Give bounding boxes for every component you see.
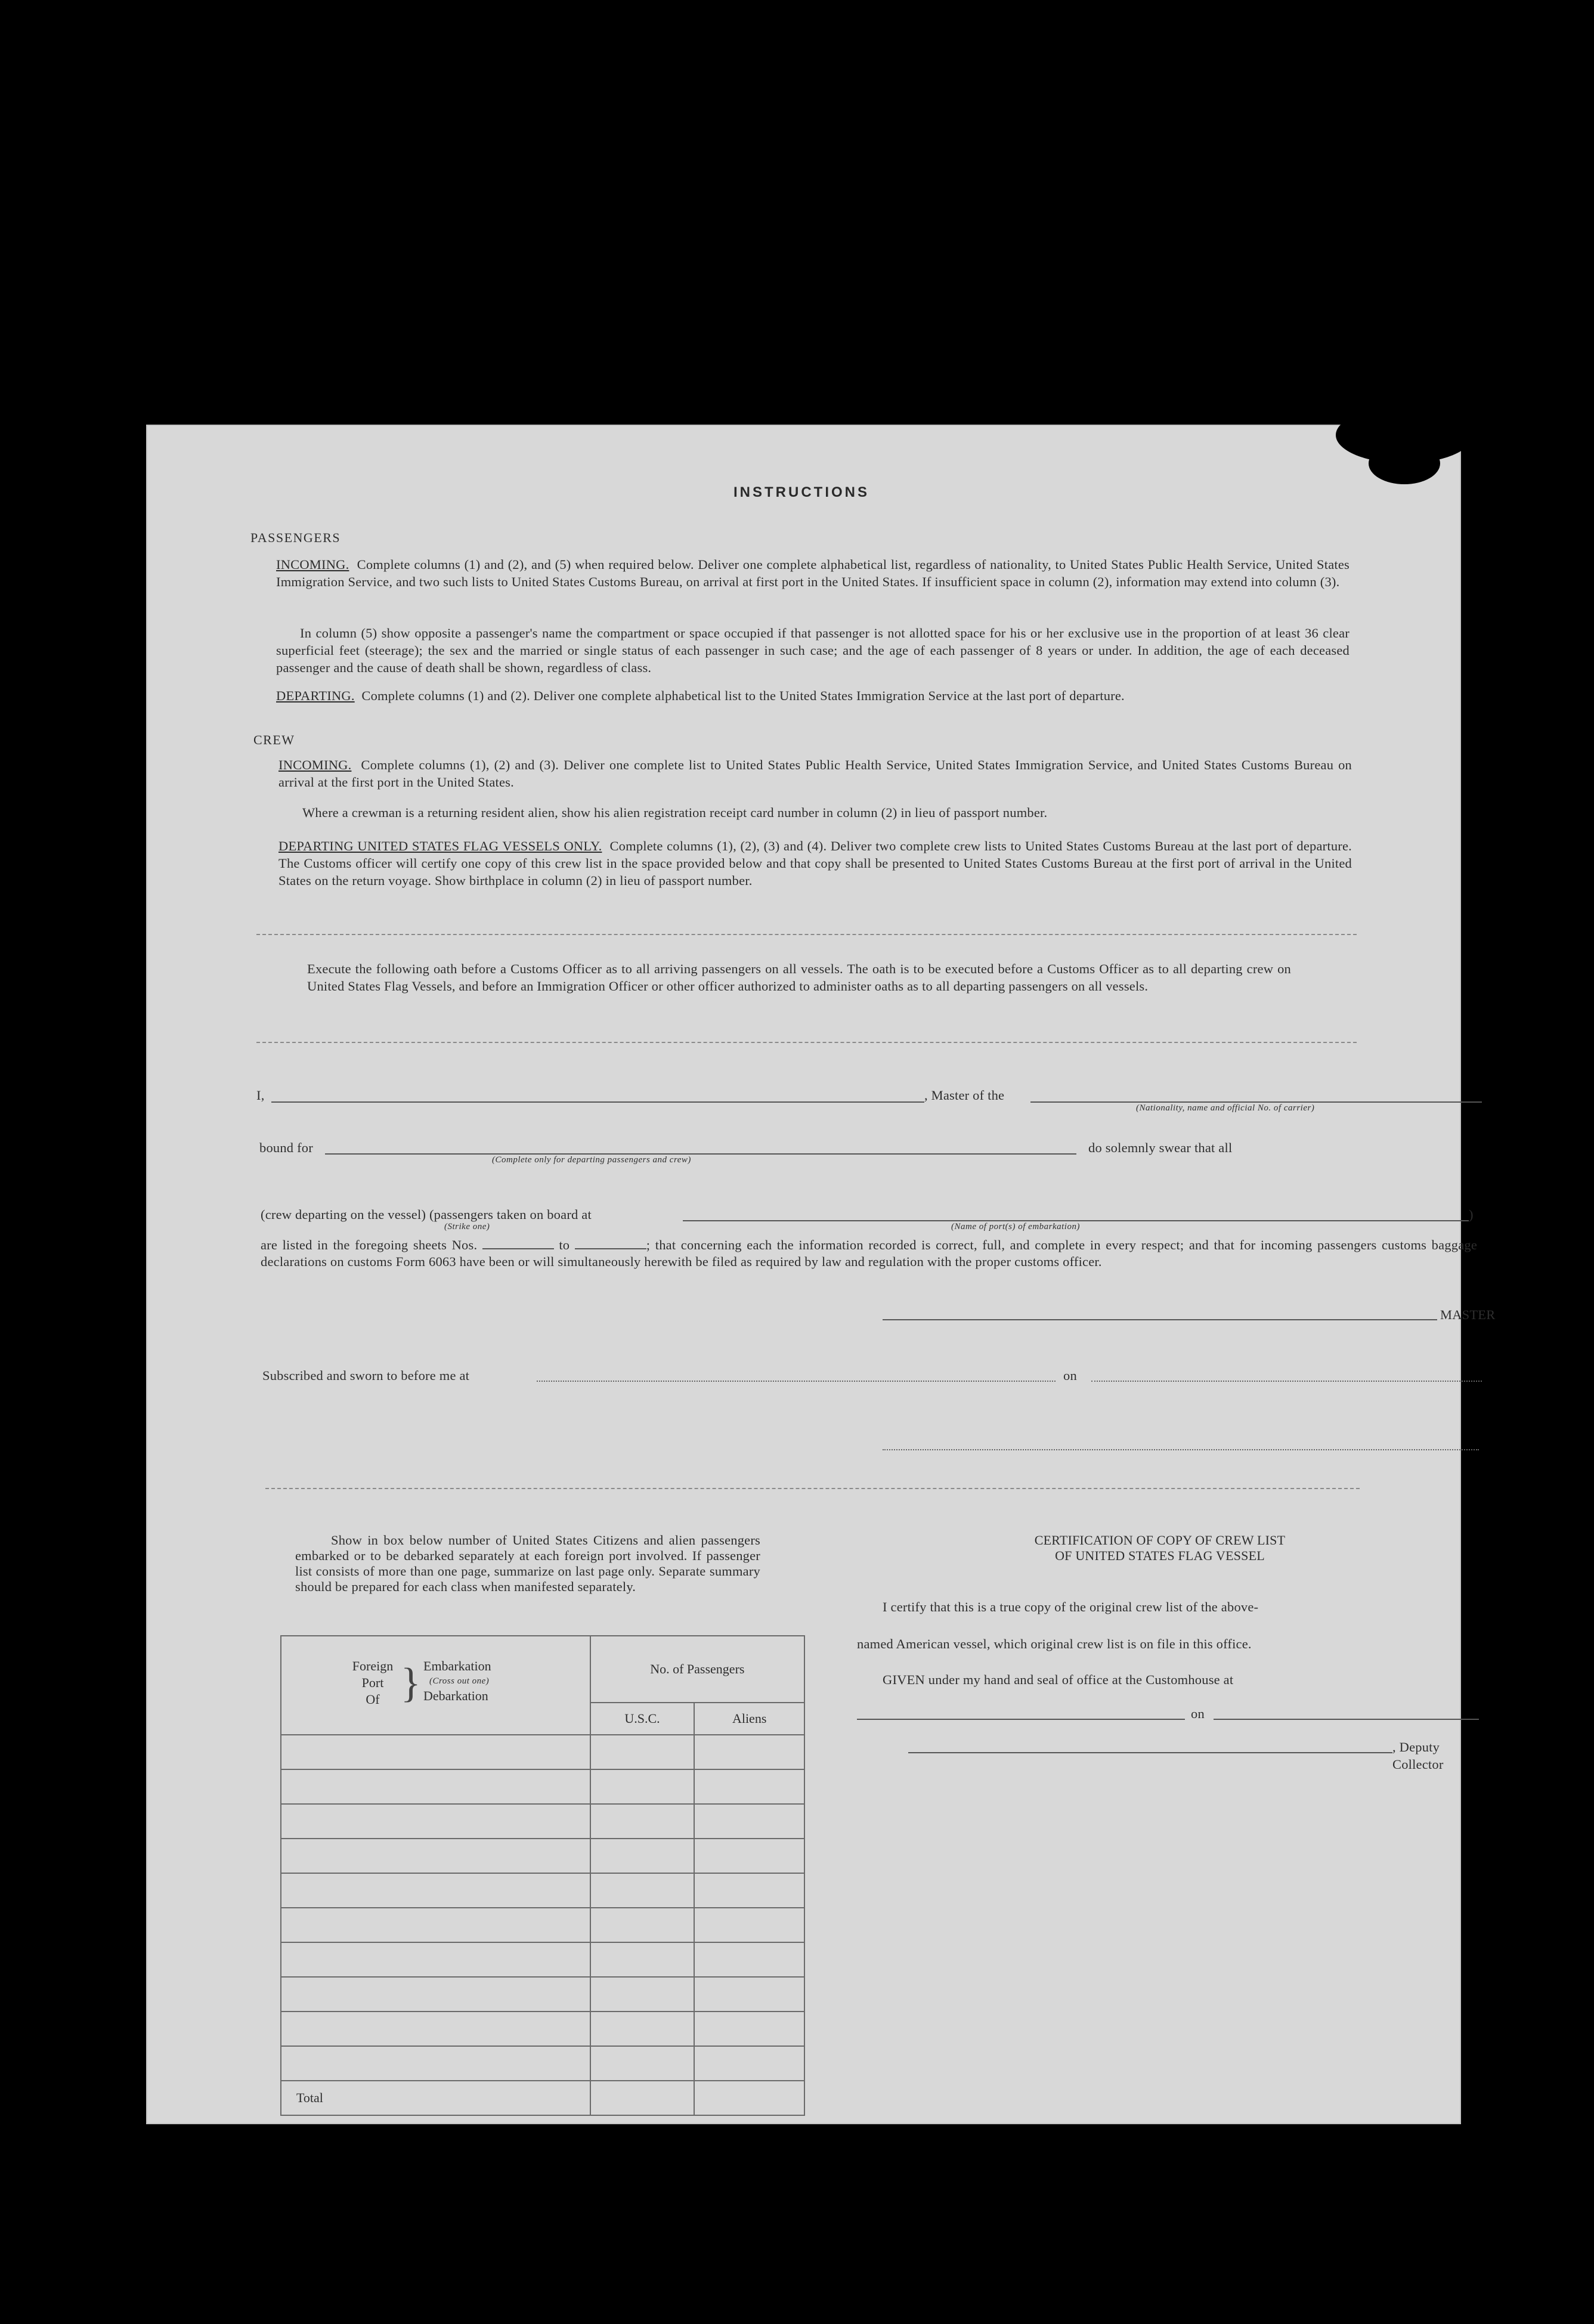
crew-incoming-label: INCOMING. [278, 757, 352, 772]
usc-cell[interactable] [590, 1908, 695, 1942]
master-name-field[interactable] [271, 1101, 924, 1103]
certification-title [933, 1533, 1386, 1564]
deputy-collector-label: , Deputy Collector [1392, 1740, 1444, 1772]
sheet-from-field[interactable] [482, 1248, 554, 1249]
port-embarkation-field[interactable] [683, 1220, 1469, 1221]
table-row [281, 1873, 804, 1908]
crew-departing [278, 837, 1352, 889]
usc-cell[interactable] [590, 1942, 695, 1977]
certification-line3: GIVEN under my hand and seal of office at the Customhouse at [883, 1672, 1234, 1687]
certification-on: on [1191, 1706, 1205, 1721]
total-aliens-cell[interactable] [694, 2081, 804, 2115]
passengers-column5-text: In column (5) show opposite a passenger's name the compartment or space occupied if that passenger is not allotted space for his or her exclusive use in the proportion of at least 36 clear superficial feet (steerage); the sex and the married or single status of each passenger in such case; and the age of each passenger of 8 years or under. In addition, the age of each deceased passenger and the cause of death shall be shown, regardless of class. [276, 626, 1350, 675]
aliens-cell[interactable] [694, 1942, 804, 1977]
oath-intro-text: Execute the following oath before a Customs Officer as to all arriving passengers on all vessels. The oath is to be executed before a Customs Officer as to all departing crew on United States Flag Vessels, and before an Immigration Officer or other officer authorized to administer oaths as to all departing passengers on all vessels. [307, 961, 1291, 994]
aliens-header: Aliens [694, 1703, 804, 1735]
usc-cell[interactable] [590, 1804, 695, 1839]
usc-cell[interactable] [590, 1839, 695, 1873]
certification-date-field[interactable] [1214, 1719, 1479, 1720]
usc-cell[interactable] [590, 1735, 695, 1769]
port-cell[interactable] [281, 1942, 590, 1977]
oath-listed [261, 1237, 1477, 1270]
port-cell[interactable] [281, 1873, 590, 1908]
port-header-cell [281, 1636, 590, 1735]
customhouse-field[interactable] [857, 1719, 1185, 1720]
passengers-incoming [276, 556, 1350, 590]
aliens-cell[interactable] [694, 1839, 804, 1873]
passengers-departing-label: DEPARTING. [276, 688, 355, 703]
carrier-field[interactable] [1030, 1101, 1482, 1103]
form-sheet [146, 425, 1496, 2124]
usc-cell[interactable] [590, 1769, 695, 1804]
port-cell[interactable] [281, 1804, 590, 1839]
bound-for-field[interactable] [325, 1153, 1076, 1155]
port-cell[interactable] [281, 1839, 590, 1873]
table-row [281, 1942, 804, 1977]
oath-intro [307, 960, 1291, 995]
master-signature-field[interactable] [883, 1319, 1437, 1320]
certification-line1: I certify that this is a true copy of the original crew list of the above- [883, 1599, 1259, 1614]
master-of-the: , Master of the [924, 1088, 1005, 1103]
deputy-signature-field[interactable] [908, 1752, 1392, 1753]
aliens-cell[interactable] [694, 2012, 804, 2046]
summary-table [280, 1635, 805, 2116]
usc-cell[interactable] [590, 2046, 695, 2081]
strike-one-note: (Strike one) [444, 1222, 490, 1231]
passengers-departing-text: Complete columns (1) and (2). Deliver one complete alphabetical list to the United States Immigration Service at the last port of departure. [361, 688, 1125, 703]
no-passengers-header: No. of Passengers [590, 1636, 804, 1703]
listed-text: are listed in the foregoing sheets Nos. [261, 1237, 478, 1252]
table-row [281, 1804, 804, 1839]
usc-header: U.S.C. [590, 1703, 695, 1735]
summary-instructions-text: Show in box below number of United States Citizens and alien passengers embarked or to be debarked separately at each foreign port involved. If passenger list consists of more than one page, summarize on last page only. Separate summary should be prepared for each class when manifested separately. [295, 1533, 760, 1594]
nationality-note: (Nationality, name and official No. of carrier) [1136, 1103, 1315, 1113]
page-title: INSTRUCTIONS [733, 484, 869, 500]
passengers-incoming-label: INCOMING. [276, 557, 349, 572]
port-cell[interactable] [281, 1769, 590, 1804]
embarkation-label: Embarkation [423, 1658, 491, 1673]
torn-corner-chip [1369, 442, 1440, 484]
passengers-incoming-text: Complete columns (1) and (2), and (5) when required below. Deliver one complete alphabetical list, regardless of nationality, to United States Public Health Service, United States Immigration Service, and two such lists to United States Customs Bureau, on arrival at first port in the United States. If insufficient space in column (2), information may extend into column (3). [276, 557, 1350, 589]
port-cell[interactable] [281, 2046, 590, 2081]
name-port-note: (Name of port(s) of embarkation) [951, 1222, 1080, 1231]
divider [265, 1488, 1360, 1489]
usc-cell[interactable] [590, 1873, 695, 1908]
passengers-column5 [276, 624, 1350, 676]
table-row [281, 2046, 804, 2081]
port-cell[interactable] [281, 1977, 590, 2012]
passengers-heading: PASSENGERS [250, 530, 341, 545]
crew-incoming [278, 756, 1352, 791]
crew-departing-label: DEPARTING UNITED STATES FLAG VESSELS ONLY. [278, 838, 602, 853]
sheet-to-field[interactable] [575, 1248, 646, 1249]
sworn-place-field[interactable] [537, 1381, 1056, 1382]
crew-departing-text: Complete columns (1), (2), (3) and (4). Deliver two complete crew lists to United States Customs Bureau at the last port of departure. The Customs officer will certify one copy of this crew list in the space provided below and that copy shall be presented to United States Customs Bureau at the first port of arrival in the United States on the return voyage. Show birthplace in column (2) in lieu of passport number. [278, 838, 1352, 888]
crew-heading: CREW [253, 732, 295, 747]
to-label: to [559, 1237, 570, 1252]
table-row [281, 1769, 804, 1804]
subscribed-text: Subscribed and sworn to before me at [262, 1368, 470, 1383]
crew-resident: Where a crewman is a returning resident alien, show his alien registration receipt card number in column (2) in lieu of passport number. [302, 805, 1048, 820]
port-label: Port [361, 1675, 384, 1690]
swear-text: do solemnly swear that all [1088, 1140, 1233, 1155]
table-row [281, 1977, 804, 2012]
on-label: on [1063, 1368, 1077, 1383]
total-label: Total [281, 2081, 590, 2115]
aliens-cell[interactable] [694, 1735, 804, 1769]
divider [256, 1042, 1357, 1043]
aliens-cell[interactable] [694, 1769, 804, 1804]
debarkation-label: Debarkation [423, 1688, 488, 1703]
usc-cell[interactable] [590, 2012, 695, 2046]
crew-departing-phrase: (crew departing on the vessel) (passengers taken on board at [261, 1207, 592, 1222]
sworn-date-field[interactable] [1091, 1381, 1482, 1382]
crew-incoming-text: Complete columns (1), (2) and (3). Deliver one complete list to United States Public Health Service, United States Immigration Service, and United States Customs Bureau on arrival at the first port in the United States. [278, 757, 1352, 790]
port-cell[interactable] [281, 1735, 590, 1769]
port-cell[interactable] [281, 1908, 590, 1942]
usc-cell[interactable] [590, 1977, 695, 2012]
aliens-cell[interactable] [694, 2046, 804, 2081]
master-label: MASTER [1440, 1307, 1496, 1322]
cross-out-note: (Cross out one) [429, 1676, 490, 1686]
officer-signature-field[interactable] [883, 1449, 1479, 1450]
certification-title-line2: OF UNITED STATES FLAG VESSEL [1055, 1548, 1265, 1563]
table-row [281, 1908, 804, 1942]
close-paren: ) [1469, 1207, 1474, 1222]
port-cell[interactable] [281, 2012, 590, 2046]
aliens-cell[interactable] [694, 1908, 804, 1942]
summary-instructions [295, 1533, 760, 1595]
oath-i: I, [256, 1088, 265, 1103]
complete-only-note: (Complete only for departing passengers and crew) [492, 1155, 691, 1165]
table-row [281, 2012, 804, 2046]
aliens-cell[interactable] [694, 1873, 804, 1908]
aliens-cell[interactable] [694, 1804, 804, 1839]
of-label: Of [366, 1692, 380, 1707]
brace: } [401, 1660, 421, 1706]
foreign-label: Foreign [352, 1658, 394, 1673]
divider [256, 934, 1357, 935]
bound-for: bound for [259, 1140, 313, 1155]
oath-rest: ; that concerning each the information recorded is correct, full, and complete in every respect; and that for incoming passengers customs baggage declarations on customs Form 6063 have been or will simultaneously herewith be filed as required by law and regulation with the proper customs officer. [261, 1237, 1478, 1269]
aliens-cell[interactable] [694, 1977, 804, 2012]
certification-title-line1: CERTIFICATION OF COPY OF CREW LIST [1034, 1533, 1286, 1548]
certification-line2: named American vessel, which original crew list is on file in this office. [857, 1636, 1252, 1651]
table-row [281, 1839, 804, 1873]
table-row [281, 1735, 804, 1769]
passengers-departing [276, 687, 1355, 704]
total-usc-cell[interactable] [590, 2081, 695, 2115]
